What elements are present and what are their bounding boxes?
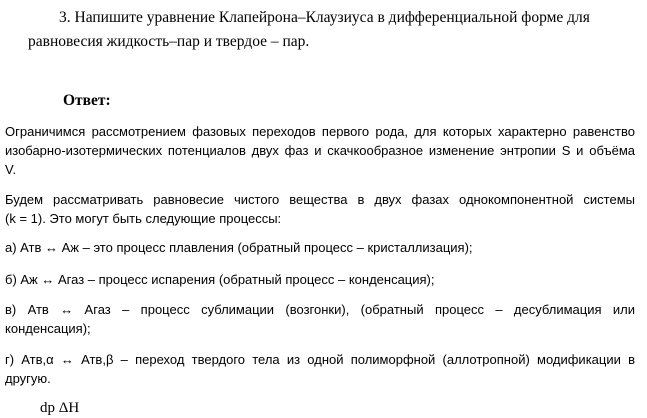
question-line-1: 3. Напишите уравнение Клапейрона–Клаузиуса в дифференциальной форме для xyxy=(59,9,590,26)
paragraph-line: Ограничимся рассмотрением фазовых переходов первого рода, для которых характерно равенство xyxy=(5,124,635,139)
paragraph-line: V. xyxy=(5,162,17,177)
paragraph-line: в) Атв ↔ Агаз – процесс сублимации (возгонки), (обратный процесс – десублимация или xyxy=(5,302,635,317)
paragraph-line: Будем рассматривать равновесие чистого вещества в двух фазах однокомпонентной системы xyxy=(5,192,635,207)
paragraph-line: изобарно-изотермических потенциалов двух фаз и скачкообразное изменение энтропии S и объёма xyxy=(5,143,635,158)
question-line-2: равновесия жидкость–пар и твердое – пар. xyxy=(28,33,310,50)
answer-heading: Ответ: xyxy=(63,92,111,109)
paragraph-line: конденсация); xyxy=(5,321,91,336)
paragraph-line: а) Атв ↔ Аж – это процесс плавления (обратный процесс – кристаллизация); xyxy=(5,240,473,255)
list-item-sublimation xyxy=(5,300,635,338)
paragraph-equilibrium xyxy=(5,190,635,228)
paragraph-line: г) Атв,α ↔ Атв,β – переход твердого тела из одной полиморфной (аллотропной) модификации в xyxy=(5,352,635,367)
paragraph-line: б) Аж ↔ Агаз – процесс испарения (обратный процесс – конденсация); xyxy=(5,272,435,287)
formula-fragment: dp ΔH xyxy=(40,400,80,416)
paragraph-line: другую. xyxy=(5,371,51,386)
paragraph-line: (k = 1). Это могут быть следующие процессы: xyxy=(5,211,282,226)
paragraph-intro xyxy=(5,122,635,179)
list-item-evaporation xyxy=(5,270,635,289)
list-item-melting xyxy=(5,238,635,257)
list-item-polymorphic xyxy=(5,350,635,388)
